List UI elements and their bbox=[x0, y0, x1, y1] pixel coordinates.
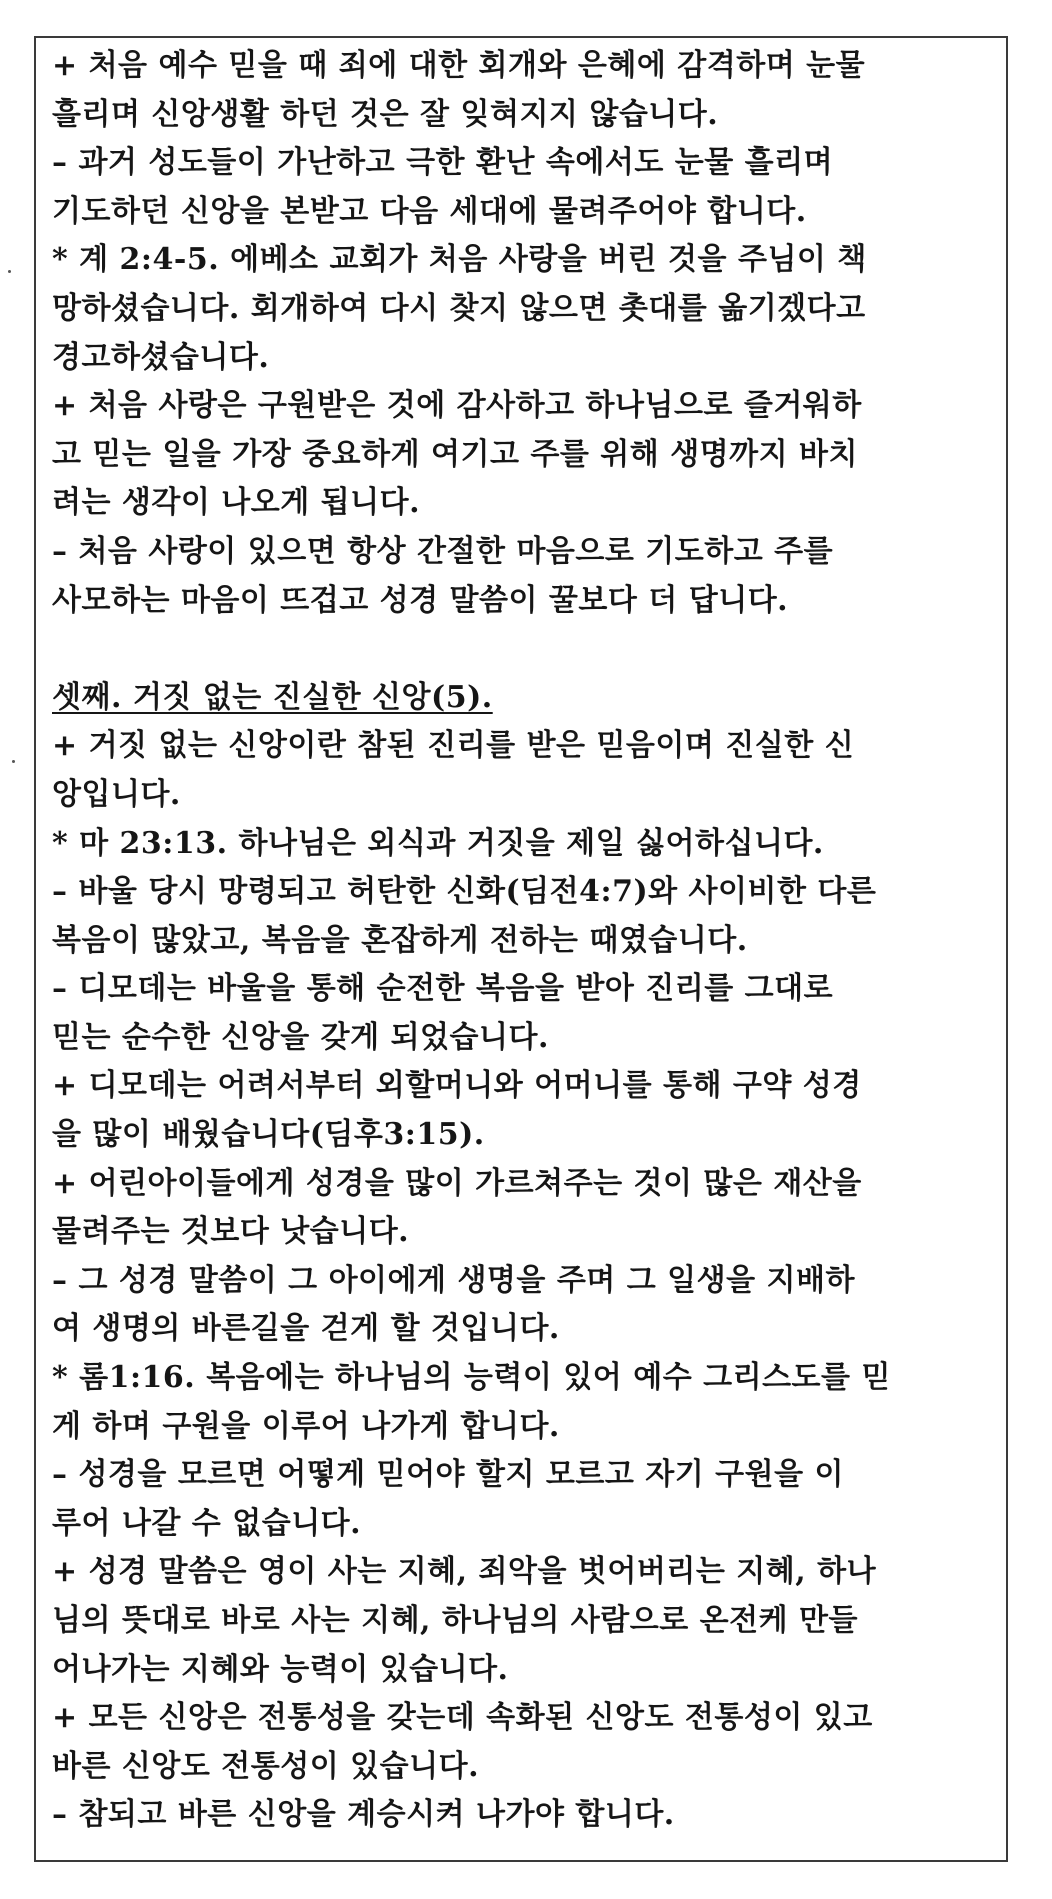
text-line: – 처음 사랑이 있으면 항상 간절한 마음으로 기도하고 주를 bbox=[52, 533, 834, 569]
text-line: – 참되고 바른 신앙을 계승시켜 나가야 합니다. bbox=[52, 1797, 675, 1833]
text-line: 을 많이 배웠습니다(딤후3:15). bbox=[52, 1117, 485, 1153]
text-frame bbox=[34, 36, 1008, 1862]
text-line: 흘리며 신앙생활 하던 것은 잘 잊혀지지 않습니다. bbox=[52, 96, 719, 132]
text-line: 복음이 많았고, 복음을 혼잡하게 전하는 때였습니다. bbox=[52, 922, 748, 958]
text-line: 바른 신앙도 전통성이 있습니다. bbox=[52, 1748, 480, 1784]
text-line: + 어린아이들에게 성경을 많이 가르쳐주는 것이 많은 재산을 bbox=[52, 1165, 862, 1201]
text-line: * 롬1:16. 복음에는 하나님의 능력이 있어 예수 그리스도를 믿 bbox=[52, 1360, 891, 1396]
text-line: * 계 2:4-5. 에베소 교회가 처음 사랑을 버린 것을 주님이 책 bbox=[52, 242, 867, 278]
blank-line bbox=[52, 625, 984, 674]
text-line: – 그 성경 말씀이 그 아이에게 생명을 주며 그 일생을 지배하 bbox=[52, 1262, 855, 1298]
text-line: 경고하셨습니다. bbox=[52, 339, 270, 375]
text-line: 루어 나갈 수 없습니다. bbox=[52, 1505, 362, 1541]
text-line: 앙입니다. bbox=[52, 776, 181, 812]
text-line: – 디모데는 바울을 통해 순전한 복음을 받아 진리를 그대로 bbox=[52, 971, 834, 1007]
text-line: – 바울 당시 망령되고 허탄한 신화(딤전4:7)와 사이비한 다른 bbox=[52, 874, 877, 910]
text-line: 물려주는 것보다 낫습니다. bbox=[52, 1214, 410, 1250]
text-line: – 과거 성도들이 가난하고 극한 환난 속에서도 눈물 흘리며 bbox=[52, 145, 834, 181]
text-line: 려는 생각이 나오게 됩니다. bbox=[52, 485, 421, 521]
text-line: 고 믿는 일을 가장 중요하게 여기고 주를 위해 생명까지 바치 bbox=[52, 436, 859, 472]
section-heading bbox=[52, 674, 984, 723]
text-line: + 처음 예수 믿을 때 죄에 대한 회개와 은혜에 감격하며 눈물 bbox=[52, 48, 866, 83]
text-line: 믿는 순수한 신앙을 갖게 되었습니다. bbox=[52, 1019, 549, 1055]
text-line: 여 생명의 바른길을 걷게 할 것입니다. bbox=[52, 1311, 560, 1347]
text-line: 망하셨습니다. 회개하여 다시 찾지 않으면 촛대를 옮기겠다고 bbox=[52, 290, 866, 326]
text-line: + 거짓 없는 신앙이란 참된 진리를 받은 믿음이며 진실한 신 bbox=[52, 728, 855, 764]
text-line: 기도하던 신앙을 본받고 다음 세대에 물려주어야 합니다. bbox=[52, 193, 807, 229]
text-line: 게 하며 구원을 이루어 나가게 합니다. bbox=[52, 1408, 560, 1444]
margin-dot bbox=[12, 760, 15, 763]
text-line: * 마 23:13. 하나님은 외식과 거짓을 제일 싫어하십니다. bbox=[52, 825, 824, 861]
text-line: 사모하는 마음이 뜨겁고 성경 말씀이 꿀보다 더 답니다. bbox=[52, 582, 789, 618]
text-line: 어나가는 지혜와 능력이 있습니다. bbox=[52, 1651, 509, 1687]
text-line: 님의 뜻대로 바로 사는 지혜, 하나님의 사람으로 온전케 만들 bbox=[52, 1603, 859, 1638]
text-line: + 모든 신앙은 전통성을 갖는데 속화된 신앙도 전통성이 있고 bbox=[52, 1700, 873, 1736]
text-line: + 디모데는 어려서부터 외할머니와 어머니를 통해 구약 성경 bbox=[52, 1068, 862, 1104]
text-line: + 처음 사랑은 구원받은 것에 감사하고 하나님으로 즐거워하 bbox=[52, 388, 862, 424]
text-line: – 성경을 모르면 어떻게 믿어야 할지 모르고 자기 구원을 이 bbox=[52, 1457, 845, 1493]
text-line: + 성경 말씀은 영이 사는 지혜, 죄악을 벗어버리는 지혜, 하나 bbox=[52, 1554, 877, 1590]
section-heading-text: 셋째. 거짓 없는 진실한 신앙(5). bbox=[52, 679, 493, 715]
margin-dot bbox=[8, 270, 11, 273]
